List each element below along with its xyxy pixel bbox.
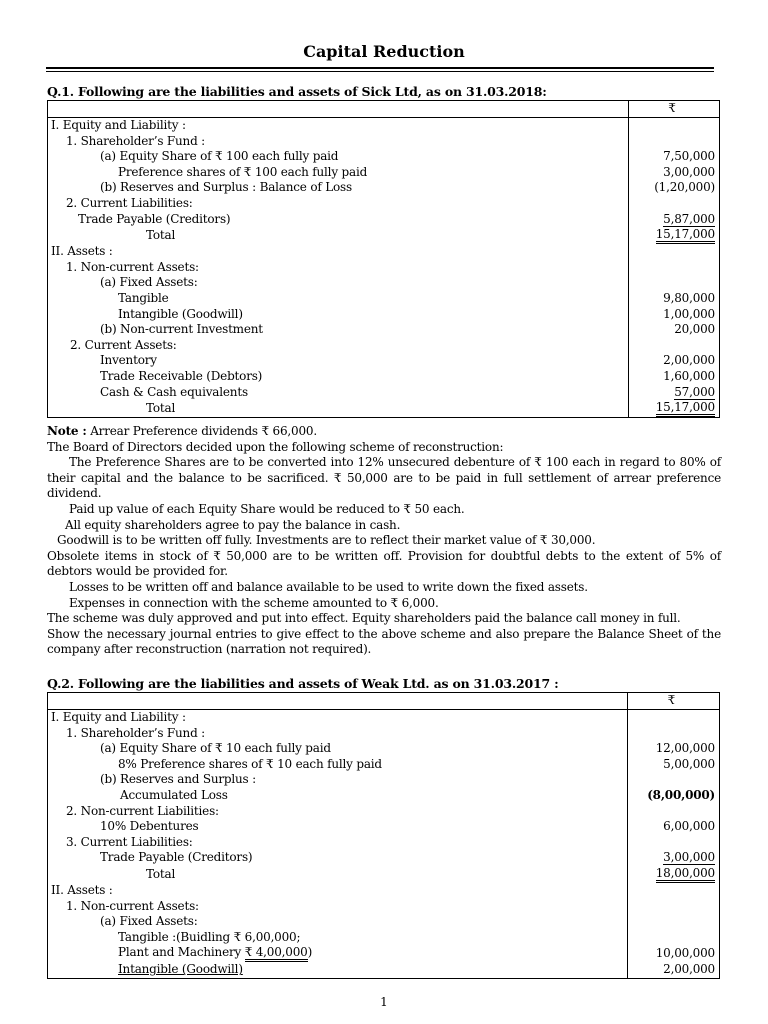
row-amount <box>627 883 719 899</box>
table-row <box>48 804 720 820</box>
row-label: II. Assets : <box>48 883 628 899</box>
row-label: Trade Receivable (Debtors) <box>48 369 629 385</box>
row-label: Intangible (Goodwill) <box>48 307 629 323</box>
row-amount <box>628 338 719 354</box>
row-amount <box>628 260 719 276</box>
table-row <box>48 866 720 883</box>
row-amount: 57,000 <box>674 384 715 399</box>
row-label-suffix: ) <box>307 945 313 960</box>
plant-machinery-amount: ₹ 4,00,000 <box>245 946 308 962</box>
row-label: Total <box>48 400 629 418</box>
table-row <box>48 757 720 773</box>
table-row <box>48 930 720 946</box>
page-title: Capital Reduction <box>303 42 465 61</box>
row-amount: 10,00,000 <box>627 945 719 962</box>
table-row <box>48 338 720 354</box>
table-row <box>48 227 720 244</box>
table-row <box>48 772 720 788</box>
row-label: Cash & Cash equivalents <box>48 385 629 401</box>
row-amount: 3,00,000 <box>628 165 719 181</box>
row-label: Accumulated Loss <box>48 788 628 804</box>
row-label: (a) Fixed Assets: <box>48 914 628 930</box>
row-label: Preference shares of ₹ 100 each fully paid <box>48 165 629 181</box>
row-amount <box>627 726 719 742</box>
paragraph: The Board of Directors decided upon the following scheme of reconstruction: <box>47 439 504 454</box>
table-row <box>48 385 720 401</box>
q1-balance-sheet <box>47 100 720 418</box>
paragraph: All equity shareholders agree to pay the balance in cash. <box>65 517 401 532</box>
row-amount <box>627 804 719 820</box>
row-label: Total <box>48 866 628 883</box>
table-header-row <box>48 693 720 710</box>
q2-heading-text: Following are the liabilities and assets of Weak Ltd. as on 31.03.2017 : <box>78 676 559 691</box>
row-amount <box>627 772 719 788</box>
row-amount: 15,17,000 <box>656 228 715 244</box>
paragraph: Paid up value of each Equity Share would be reduced to ₹ 50 each. <box>69 501 465 516</box>
row-label: (b) Non-current Investment <box>48 322 629 338</box>
row-label: Trade Payable (Creditors) <box>48 212 629 228</box>
row-label: 2. Current Liabilities: <box>48 196 629 212</box>
row-amount: 20,000 <box>628 322 719 338</box>
row-amount <box>627 930 719 946</box>
row-amount: 2,00,000 <box>628 353 719 369</box>
row-label: 2. Current Assets: <box>48 338 629 354</box>
table-row <box>48 788 720 804</box>
paragraph: The Preference Shares are to be converted into 12% unsecured debenture of ₹ 100 each in regard to 80% of their capital and the balance to be sacrificed. ₹ 50,000 are to be paid in full settlement of arrear preference dividend. <box>47 455 721 501</box>
row-amount: 9,80,000 <box>628 291 719 307</box>
paragraph: The scheme was duly approved and put into effect. Equity shareholders paid the balance call money in full. <box>47 611 681 626</box>
row-amount: 12,00,000 <box>627 741 719 757</box>
table-row <box>48 819 720 835</box>
row-label: I. Equity and Liability : <box>48 710 628 726</box>
table-row <box>48 118 720 134</box>
note-label: Note : <box>47 424 87 438</box>
row-amount: 1,00,000 <box>628 307 719 323</box>
table-row <box>48 307 720 323</box>
table-row <box>48 196 720 212</box>
title-rule <box>46 67 714 69</box>
note-line <box>47 424 721 440</box>
row-label: I. Equity and Liability : <box>48 118 629 134</box>
row-label: 2. Non-current Liabilities: <box>48 804 628 820</box>
row-label: Inventory <box>48 353 629 369</box>
table-row <box>48 165 720 181</box>
table-row <box>48 741 720 757</box>
note-text: Arrear Preference dividends ₹ 66,000. <box>90 424 317 438</box>
table-row <box>48 134 720 150</box>
row-label: Total <box>48 227 629 244</box>
row-amount: 5,87,000 <box>663 211 715 226</box>
table-row <box>48 962 720 978</box>
row-label: Plant and Machinery <box>118 945 245 960</box>
table-row <box>48 850 720 866</box>
paragraph: Losses to be written off and balance available to be used to write down the fixed assets. <box>69 579 588 594</box>
table-row <box>48 149 720 165</box>
row-label: Trade Payable (Creditors) <box>48 850 628 866</box>
row-label: 1. Shareholder’s Fund : <box>48 726 628 742</box>
row-label: 1. Shareholder’s Fund : <box>48 134 629 150</box>
row-amount: (8,00,000) <box>627 788 719 804</box>
q2-balance-sheet <box>47 692 720 979</box>
row-amount: 3,00,000 <box>663 850 715 865</box>
row-amount: 15,17,000 <box>656 401 715 417</box>
table-row <box>48 180 720 196</box>
table-row <box>48 914 720 930</box>
row-label: (b) Reserves and Surplus : <box>48 772 628 788</box>
row-label: II. Assets : <box>48 244 629 260</box>
row-label: (b) Reserves and Surplus : Balance of Loss <box>48 180 629 196</box>
row-amount <box>627 914 719 930</box>
row-label: 1. Non-current Assets: <box>48 899 628 915</box>
table-row <box>48 899 720 915</box>
row-amount <box>627 899 719 915</box>
row-amount: 18,00,000 <box>656 867 715 883</box>
row-label: 10% Debentures <box>48 819 628 835</box>
row-label: 1. Non-current Assets: <box>48 260 629 276</box>
table-row <box>48 710 720 726</box>
paragraph: Obsolete items in stock of ₹ 50,000 are to be written off. Provision for doubtful debts to the extent of 5% of debtors would be provided for. <box>47 548 721 579</box>
row-amount: 2,00,000 <box>627 962 719 978</box>
table-row <box>48 883 720 899</box>
row-amount: 5,00,000 <box>627 757 719 773</box>
paragraph: Show the necessary journal entries to give effect to the above scheme and also prepare the Balance Sheet of the company after reconstruction (narration not required). <box>47 626 721 657</box>
row-label: (a) Equity Share of ₹ 100 each fully paid <box>48 149 629 165</box>
table-row <box>48 260 720 276</box>
row-amount <box>628 196 719 212</box>
q1-heading <box>47 84 547 99</box>
q1-notes <box>47 424 721 658</box>
row-amount <box>627 710 719 726</box>
table-row <box>48 369 720 385</box>
row-amount <box>628 275 719 291</box>
row-label: Intangible (Goodwill) <box>118 962 243 977</box>
row-amount <box>627 835 719 851</box>
q1-heading-text: Following are the liabilities and assets of Sick Ltd, as on 31.03.2018: <box>78 84 547 99</box>
q1-label: Q.1. <box>47 84 74 99</box>
table-row <box>48 291 720 307</box>
row-amount: 1,60,000 <box>628 369 719 385</box>
row-amount <box>628 118 719 134</box>
row-label: Tangible :(Buidling ₹ 6,00,000; <box>48 930 628 946</box>
q2-heading <box>47 676 559 691</box>
table-row <box>48 322 720 338</box>
table-row <box>48 945 720 962</box>
row-label: 8% Preference shares of ₹ 10 each fully paid <box>48 757 628 773</box>
row-amount: 6,00,000 <box>627 819 719 835</box>
row-amount: 7,50,000 <box>628 149 719 165</box>
table-row <box>48 726 720 742</box>
row-amount <box>628 244 719 260</box>
table-row <box>48 353 720 369</box>
row-label: (a) Fixed Assets: <box>48 275 629 291</box>
row-amount <box>628 134 719 150</box>
table-row <box>48 835 720 851</box>
title-rule-thin <box>46 71 714 72</box>
row-label: 3. Current Liabilities: <box>48 835 628 851</box>
table-row <box>48 275 720 291</box>
row-label: Tangible <box>48 291 629 307</box>
table-header-row <box>48 101 720 118</box>
row-amount: (1,20,000) <box>628 180 719 196</box>
paragraph: Expenses in connection with the scheme amounted to ₹ 6,000. <box>69 595 439 610</box>
currency-header: ₹ <box>628 101 719 118</box>
table-row <box>48 400 720 418</box>
page-number: 1 <box>380 995 388 1009</box>
q2-label: Q.2. <box>47 676 74 691</box>
row-label: (a) Equity Share of ₹ 10 each fully paid <box>48 741 628 757</box>
table-row <box>48 244 720 260</box>
currency-header: ₹ <box>627 693 719 710</box>
paragraph: Goodwill is to be written off fully. Investments are to reflect their market value of ₹ 30,000. <box>57 533 596 548</box>
table-row <box>48 212 720 228</box>
